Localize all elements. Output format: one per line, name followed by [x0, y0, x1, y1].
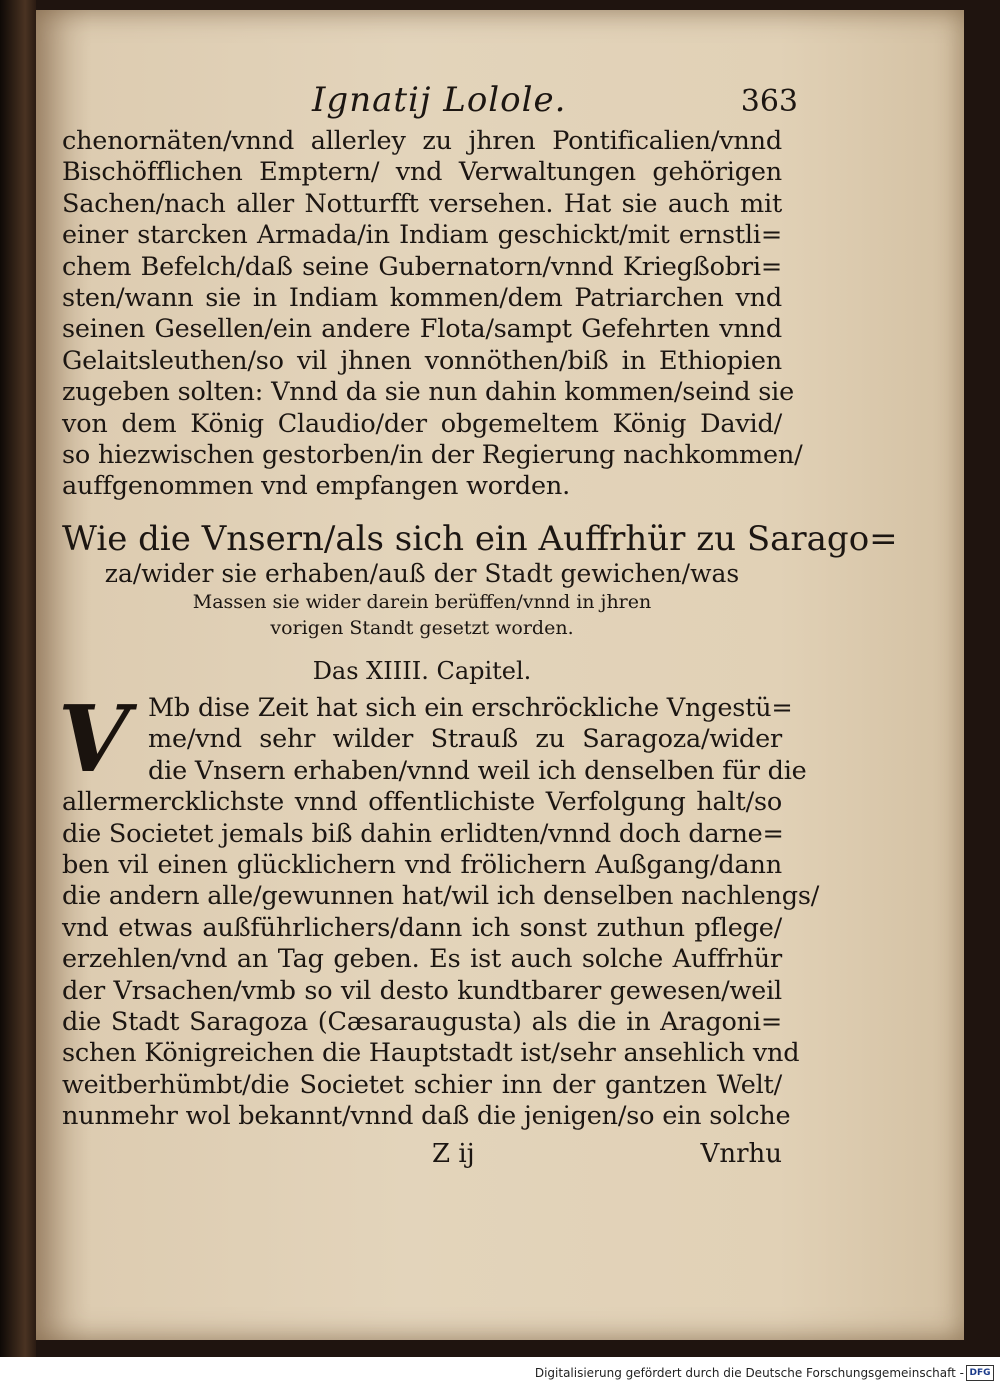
signature-mark: Z ij [432, 1138, 475, 1169]
chapter-number: Das XIIII. Capitel. [312, 656, 532, 685]
text-line: der Vrsachen/vmb so vil desto kundtbarer gewesen/weil [62, 975, 782, 1006]
text-line: sten/wann sie in Indiam kommen/dem Patriarchen vnd [62, 283, 782, 314]
text-line: die Vnsern erhaben/vnnd weil ich denselben für die [148, 755, 807, 786]
text-line: weitberhümbt/die Societet schier inn der gantzen Welt/ [62, 1069, 782, 1100]
book-page [36, 10, 964, 1340]
page-footer [62, 1139, 782, 1175]
text-line: zugeben solten: Vnnd da sie nun dahin kommen/seind sie [62, 377, 795, 408]
running-head: Ignatij Lolole. [312, 80, 567, 120]
text-line: Gelaitsleuthen/so vil jhnen vonnöthen/biß in Ethiopien [62, 345, 782, 376]
decorated-initial: V [58, 684, 130, 793]
text-line: einer starcken Armada/in Indiam geschickt/mit ernstli= [62, 220, 782, 251]
dfg-logo: DFG [966, 1365, 994, 1381]
text-line: allermercklichste vnnd offentlichiste Verfolgung halt/so [62, 787, 782, 818]
text-line: me/vnd sehr wilder Strauß zu Saragoza/wider [148, 724, 782, 755]
text-line: Sachen/nach aller Notturfft versehen. Hat sie auch mit [62, 188, 782, 219]
body-block-2 [58, 684, 820, 1133]
text-line: erzehlen/vnd an Tag geben. Es ist auch solche Auffrhür [62, 944, 782, 975]
text-line: die andern alle/gewunnen hat/wil ich denselben nachlengs/ [62, 881, 820, 912]
chapter-heading [62, 518, 898, 641]
text-line: vnd etwas außführlichers/dann ich sonst zuthun pflege/ [62, 912, 782, 943]
banner-text: Digitalisierung gefördert durch die Deutsche Forschungsgemeinschaft - [534, 1366, 964, 1380]
funding-banner [0, 1357, 1000, 1387]
text-line: die Stadt Saragoza (Cæsaraugusta) als die in Aragoni= [62, 1006, 782, 1037]
text-line: Bischöfflichen Emptern/ vnd Verwaltungen gehörigen [62, 157, 782, 188]
heading-line-4: vorigen Standt gesetzt worden. [270, 616, 574, 639]
page-header [62, 80, 798, 126]
catchword: Vnrhu [700, 1138, 782, 1169]
text-line: ben vil einen glücklichern vnd frölichern Außgang/dann [62, 849, 782, 880]
text-line: chem Befelch/daß seine Gubernatorn/vnnd Kriegßobri= [62, 251, 782, 282]
heading-line-3: Massen sie wider darein berüffen/vnnd in jhren [192, 590, 652, 613]
text-line: die Societet jemals biß dahin erlidten/vnnd doch darne= [62, 818, 784, 849]
text-line: nunmehr wol bekannt/vnnd daß die jenigen/so ein solche [62, 1101, 791, 1132]
text-line: von dem König Claudio/der obgemeltem König David/ [62, 408, 782, 439]
body-block-1 [62, 126, 803, 503]
text-line: seinen Gesellen/ein andere Flota/sampt Gefehrten vnnd [62, 314, 782, 345]
text-line: so hiezwischen gestorben/in der Regierung nachkommen/ [62, 440, 803, 471]
text-line: auffgenommen vnd empfangen worden. [62, 471, 571, 502]
heading-line-1: Wie die Vnsern/als sich ein Auffrhür zu Sarago= [62, 518, 898, 559]
book-spine [0, 0, 36, 1357]
heading-line-2: za/wider sie erhaben/auß der Stadt gewichen/was [104, 558, 740, 588]
page-number: 363 [740, 84, 798, 119]
text-line: Mb dise Zeit hat sich ein erschröckliche Vngestü= [148, 692, 793, 723]
text-line: chenornäten/vnnd allerley zu jhren Pontificalien/vnnd [62, 126, 782, 156]
text-line: schen Königreichen die Hauptstadt ist/sehr ansehlich vnd [62, 1038, 800, 1069]
page-text [58, 80, 898, 1175]
